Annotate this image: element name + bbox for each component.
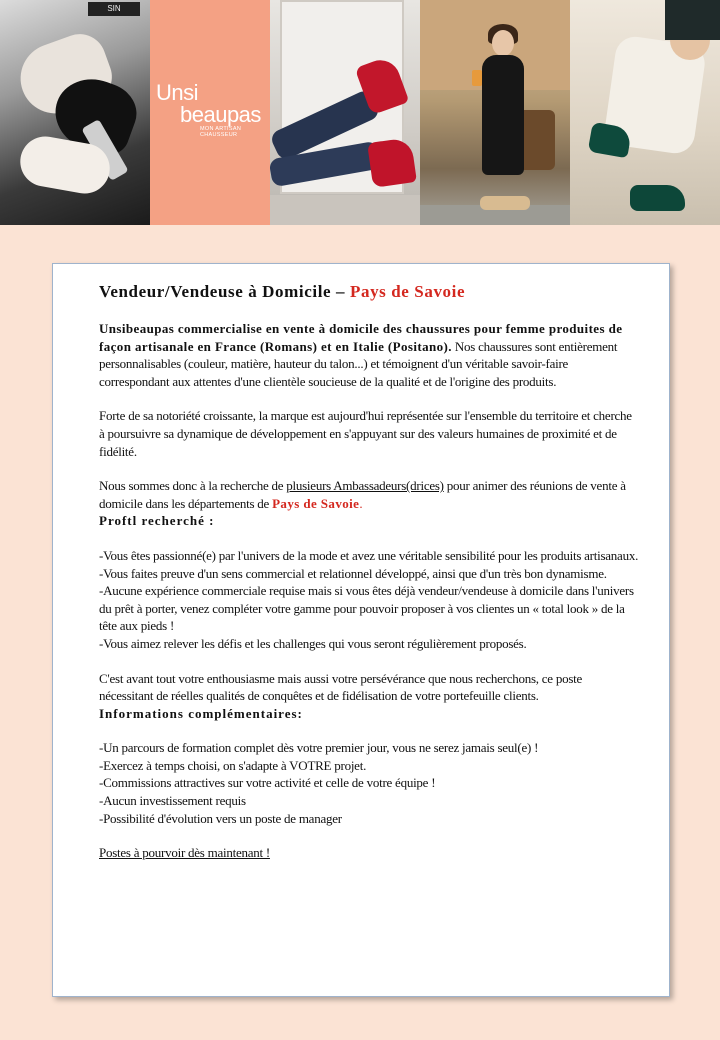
info-list	[99, 739, 639, 827]
list-item: -Aucun investissement requis	[99, 793, 246, 809]
list-item: -Exercez à temps choisi, on s'adapte à VOTRE projet.	[99, 757, 367, 773]
list-item: -Vous aimez relever les défis et les challenges qui vous seront régulièrement proposés.	[99, 635, 527, 651]
brand-logo	[156, 82, 268, 142]
job-title-region: Pays de Savoie	[349, 282, 466, 301]
logo-tagline: MON ARTISAN CHAUSSEUR	[200, 126, 242, 138]
list-item: -Possibilité d'évolution vers un poste de manager	[99, 810, 342, 826]
closing-line: Postes à pourvoir dès maintenant !	[99, 845, 270, 861]
brand-paragraph: Forte de sa notoriété croissante, la marque est aujourd'hui représentée sur l'ensemble du territoire et cherche à poursuivre sa dynamique de développement en s'appuyant sur des valeurs humaines de proximité et de fidélité.	[99, 408, 632, 459]
head-shape	[492, 30, 514, 56]
photo-artisan-hands	[0, 0, 150, 225]
dress-shape	[482, 55, 524, 175]
green-shoe-shape	[630, 185, 685, 211]
photo-green-shoes	[570, 0, 720, 225]
list-item: -Vous êtes passionné(e) par l'univers de la mode et avez une véritable sensibilité pour les produits artisanaux.	[99, 547, 639, 563]
logo-line-1: Unsi	[156, 80, 199, 105]
profile-heading: Proftl recherché :	[99, 513, 215, 529]
list-item: -Un parcours de formation complet dès votre premier jour, vous ne serez jamais seul(e) !	[99, 740, 539, 756]
intro-rest: Nos chaussures sont entièrement personnalisables (couleur, matière, hauteur du talon...) et témoignent d'un véritable savoir-faire correspondant aux attentes d'une clientèle soucieuse de la qualité et de l'origine des produits.	[99, 338, 618, 389]
logo-line-2: beaupas	[180, 102, 261, 127]
search-region: Pays de Savoie	[272, 495, 360, 511]
list-item: -Commissions attractives sur votre activité et celle de votre équipe !	[99, 775, 436, 791]
info-heading: Informations complémentaires:	[99, 705, 303, 721]
shoes-shape	[480, 196, 530, 210]
profile-list	[99, 547, 639, 653]
intro-paragraph	[99, 320, 639, 390]
job-title	[99, 282, 639, 302]
search-underlined: plusieurs Ambassadeurs(drices)	[286, 478, 444, 494]
photo-red-shoes	[270, 0, 420, 225]
search-before: Nous sommes donc à la recherche de	[99, 478, 287, 494]
search-after: pour animer des réunions de vente à domicile dans les départements de	[99, 478, 626, 511]
job-posting-content	[99, 282, 639, 862]
search-paragraph	[99, 477, 639, 512]
shirt-shape	[665, 0, 720, 40]
list-item: -Vous faites preuve d'un sens commercial et relationnel développé, ainsi que d'un très bon dynamisme.	[99, 565, 607, 581]
intro-bold: Unsibeaupas commercialise en vente à domicile des chaussures pour femme produites de façon artisanale en France (Romans) et en Italie (Positano).	[99, 321, 623, 354]
search-end: .	[359, 495, 363, 511]
header-banner	[0, 0, 720, 225]
sign-tag: SIN	[88, 2, 140, 16]
photo-woman-terrace	[420, 0, 570, 225]
job-posting-card	[52, 263, 670, 997]
red-shoe-shape	[367, 137, 417, 188]
list-item: -Aucune expérience commerciale requise mais si vous êtes déjà vendeur/vendeuse à domicile dans l'univers du prêt à porter, venez compléter votre gamme pour pouvoir proposer à vos clientes un « total look » de la tête aux pieds !	[99, 583, 634, 634]
enthusiasm-paragraph: C'est avant tout votre enthousiasme mais aussi votre persévérance que nous recherchons, ce poste nécessitant de réelles qualités de conquêtes et de fidélisation de votre portefeuille clients.	[99, 670, 583, 704]
floor-shape	[270, 195, 420, 225]
job-title-main: Vendeur/Vendeuse à Domicile –	[99, 282, 350, 301]
glass-shape	[472, 70, 482, 86]
brand-logo-panel	[150, 0, 270, 225]
